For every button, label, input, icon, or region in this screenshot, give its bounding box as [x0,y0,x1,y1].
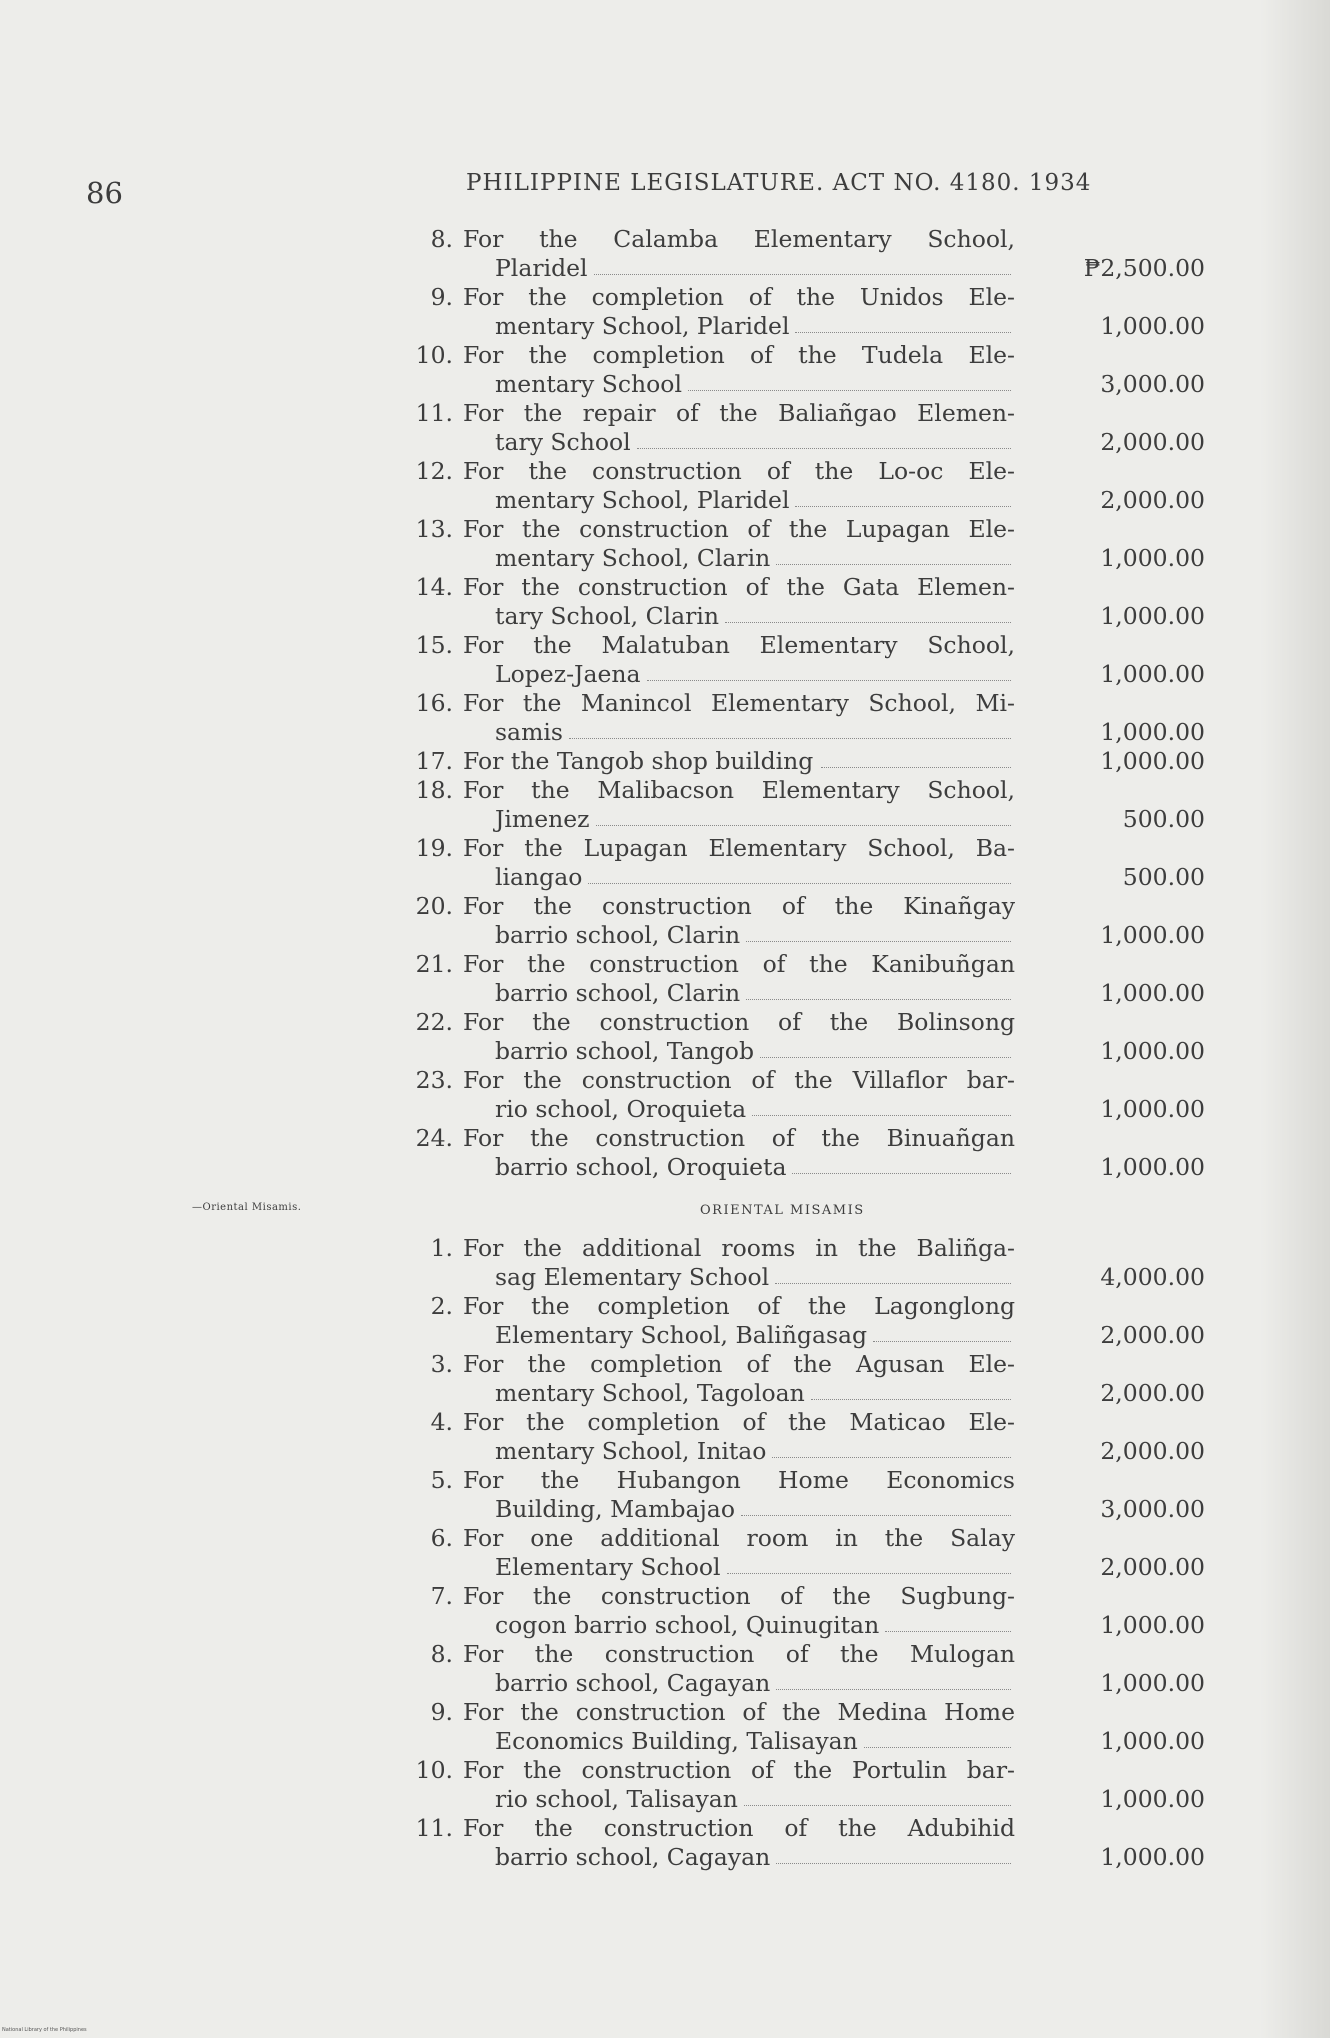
list-item [395,1124,1205,1182]
section-heading: ORIENTAL MISAMIS [700,1203,865,1218]
item-text-continuation: barrio school, Cagayan [495,1669,771,1697]
item-text-line-2 [395,1553,1015,1582]
item-text-line-2 [395,718,1015,747]
item-text-continuation: Plaridel [495,254,588,282]
dot-leader [776,1669,1011,1690]
item-number: 11. [415,399,453,427]
list-item [395,1814,1205,1872]
item-number: 7. [430,1582,453,1610]
item-number: 12. [415,457,453,485]
item-text-line-2 [395,1379,1015,1408]
item-text-line-2 [395,863,1015,892]
dot-leader [744,1785,1011,1806]
item-amount: 1,000.00 [1100,1611,1205,1639]
list-item [395,1698,1205,1756]
item-number: 2. [430,1292,453,1320]
item-number: 19. [415,834,453,862]
item-text-continuation: sag Elementary School [495,1263,770,1291]
item-text-line-1: For the construction of the Bolinsong [463,1008,1015,1036]
item-text-line-2 [395,1495,1015,1524]
item-amount: 1,000.00 [1100,660,1205,688]
dot-leader [864,1727,1011,1748]
item-amount: 1,000.00 [1100,544,1205,572]
item-text-line-2 [395,428,1015,457]
dot-leader [746,921,1011,942]
dot-leader [795,486,1011,507]
item-text-line-1: For the Manincol Elementary School, Mi- [463,689,1015,717]
item-amount: 1,000.00 [1100,1843,1205,1871]
dot-leader [776,1843,1011,1864]
item-number: 20. [415,892,453,920]
item-text-line-1: For the construction of the Sugbung- [463,1582,1015,1610]
item-text-line-1: For the completion of the Lagonglong [463,1292,1015,1320]
item-amount: 2,000.00 [1100,1437,1205,1465]
item-text-line-2 [395,979,1015,1008]
item-number: 1. [430,1234,453,1262]
item-text-continuation: mentary School, Plaridel [495,486,790,514]
item-number: 4. [430,1408,453,1436]
item-text-line-1: For the repair of the Baliañgao Elemen- [463,399,1015,427]
item-amount: 1,000.00 [1100,1037,1205,1065]
item-amount: 2,000.00 [1100,1553,1205,1581]
item-amount: 3,000.00 [1100,1495,1205,1523]
dot-leader [647,660,1011,681]
item-amount: 2,000.00 [1100,428,1205,456]
item-text-line-2 [395,254,1015,283]
item-amount: 2,000.00 [1100,486,1205,514]
item-number: 8. [430,1640,453,1668]
item-text-line-2 [395,312,1015,341]
dot-leader [596,805,1011,826]
dot-leader [741,1495,1011,1516]
item-text-continuation: mentary School, Clarin [495,544,771,572]
item-number: 17. [415,747,453,775]
list-item [395,950,1205,1008]
item-number: 16. [415,689,453,717]
item-text-line-1: For the construction of the Portulin bar- [463,1756,1015,1784]
item-text-continuation: Economics Building, Talisayan [495,1727,858,1755]
list-item [395,515,1205,573]
item-number: 9. [430,1698,453,1726]
item-text-continuation: rio school, Oroquieta [495,1095,747,1123]
item-text-continuation: tary School, Clarin [495,602,719,630]
item-amount: ₱2,500.00 [1083,254,1205,282]
item-amount: 1,000.00 [1100,1669,1205,1697]
item-text-continuation: liangao [495,863,583,891]
item-text-continuation: Elementary School, Baliñgasag [495,1321,868,1349]
margin-note: —Oriental Misamis. [192,1202,302,1213]
dot-leader [746,979,1011,1000]
item-amount: 4,000.00 [1100,1263,1205,1291]
dot-leader [760,1037,1011,1058]
page-edge-shadow [1260,0,1330,2038]
item-text-line-2 [395,1263,1015,1292]
item-text-line-1: For the construction of the Kanibuñgan [463,950,1015,978]
item-text-line-1: For the completion of the Tudela Ele- [463,341,1015,369]
item-text-continuation: barrio school, Tangob [495,1037,754,1065]
item-text-line-2 [395,1153,1015,1182]
appropriation-list-b [395,1234,1205,1872]
dot-leader [795,312,1011,333]
item-number: 10. [415,1756,453,1784]
item-amount: 1,000.00 [1100,921,1205,949]
item-number: 18. [415,776,453,804]
dot-leader [792,1153,1011,1174]
item-text-line-2 [395,921,1015,950]
item-text-line-2 [395,805,1015,834]
item-amount: 500.00 [1122,863,1205,891]
item-text-line-2 [395,1437,1015,1466]
item-text-line-1: For the Hubangon Home Economics [463,1466,1015,1494]
item-text-line-1: For the construction of the Gata Elemen- [463,573,1015,601]
item-number: 23. [415,1066,453,1094]
item-text-continuation: Building, Mambajao [495,1495,735,1523]
item-text-line-1: For the construction of the Medina Home [463,1698,1015,1726]
item-text-continuation: barrio school, Clarin [495,921,741,949]
item-text-continuation: barrio school, Oroquieta [495,1153,787,1181]
item-number: 9. [430,283,453,311]
list-item [395,1524,1205,1582]
item-text-line-1: For the additional rooms in the Baliñga- [463,1234,1015,1262]
dot-leader [594,254,1011,275]
item-number: 24. [415,1124,453,1152]
item-amount: 2,000.00 [1100,1379,1205,1407]
item-amount: 1,000.00 [1100,1785,1205,1813]
item-text-line-2 [395,1095,1015,1124]
item-number: 21. [415,950,453,978]
item-text-line-1: For the construction of the Lo-oc Ele- [463,457,1015,485]
dot-leader [885,1611,1011,1632]
dot-leader [873,1321,1011,1342]
item-text-line-2 [395,1321,1015,1350]
item-text-continuation: mentary School, Tagoloan [495,1379,805,1407]
list-item [395,834,1205,892]
dot-leader [727,1553,1011,1574]
item-amount: 1,000.00 [1100,979,1205,1007]
list-item [395,399,1205,457]
item-text-line-2 [395,544,1015,573]
item-text-continuation: mentary School, Plaridel [495,312,790,340]
item-text-continuation: barrio school, Cagayan [495,1843,771,1871]
item-number: 10. [415,341,453,369]
item-number: 14. [415,573,453,601]
item-text-line-1: For the Malibacson Elementary School, [463,776,1015,804]
list-item [395,1066,1205,1124]
list-item [395,1292,1205,1350]
item-text-line-1: For the construction of the Kinañgay [463,892,1015,920]
list-item [395,457,1205,515]
item-number: 6. [430,1524,453,1552]
item-text-line-1: For the construction of the Binuañgan [463,1124,1015,1152]
dot-leader [776,544,1011,565]
item-number: 22. [415,1008,453,1036]
running-head: PHILIPPINE LEGISLATURE. ACT NO. 4180. 1934 [466,170,1092,196]
list-item [395,1408,1205,1466]
library-footer: National Library of the Philippines [2,2027,87,2033]
dot-leader [569,718,1011,739]
dot-leader [821,747,1011,768]
item-text-line-1: For the completion of the Unidos Ele- [463,283,1015,311]
dot-leader [637,428,1011,449]
item-amount: 2,000.00 [1100,1321,1205,1349]
item-text: For the Tangob shop building [463,747,814,775]
item-text-continuation: Lopez-Jaena [495,660,641,688]
item-text-line-2 [395,1669,1015,1698]
item-text-line-2 [395,486,1015,515]
item-text-line-1: For the construction of the Lupagan Ele- [463,515,1015,543]
list-item [395,689,1205,747]
item-text-line-1: For the completion of the Agusan Ele- [463,1350,1015,1378]
item-text-line-1: For the construction of the Mulogan [463,1640,1015,1668]
list-item [395,573,1205,631]
item-text-line-1: For the Lupagan Elementary School, Ba- [463,834,1015,862]
list-item [395,225,1205,283]
item-text-line-1: For the construction of the Villaflor bar- [463,1066,1015,1094]
dot-leader [775,1263,1011,1284]
item-text-continuation: barrio school, Clarin [495,979,741,1007]
item-amount: 1,000.00 [1100,718,1205,746]
item-text-line-2 [395,370,1015,399]
item-amount: 1,000.00 [1100,1095,1205,1123]
dot-leader [752,1095,1011,1116]
list-item [395,631,1205,689]
item-text-continuation: samis [495,718,563,746]
item-text-line-1: For the construction of the Adubihid [463,1814,1015,1842]
item-amount: 1,000.00 [1100,312,1205,340]
dot-leader [772,1437,1011,1458]
list-item [395,747,1205,776]
item-text-continuation: Jimenez [495,805,590,833]
item-amount: 3,000.00 [1100,370,1205,398]
item-number: 13. [415,515,453,543]
item-number: 3. [430,1350,453,1378]
list-item [395,1640,1205,1698]
item-number: 15. [415,631,453,659]
item-text-continuation: Elementary School [495,1553,721,1581]
item-number: 11. [415,1814,453,1842]
dot-leader [811,1379,1011,1400]
dot-leader [588,863,1011,884]
item-text-line-1: For one additional room in the Salay [463,1524,1015,1552]
list-item [395,1350,1205,1408]
item-text-line-1: For the Malatuban Elementary School, [463,631,1015,659]
item-amount: 1,000.00 [1100,602,1205,630]
item-text-line-1: For the completion of the Maticao Ele- [463,1408,1015,1436]
item-text-line-2 [395,602,1015,631]
item-text-line-2 [395,1037,1015,1066]
item-text-line-2 [395,1611,1015,1640]
item-text-continuation: rio school, Talisayan [495,1785,738,1813]
appropriation-list-a [395,225,1205,1182]
list-item [395,892,1205,950]
list-item [395,1234,1205,1292]
item-text-continuation: mentary School, Initao [495,1437,767,1465]
item-text-line-2 [395,1727,1015,1756]
page-number: 86 [86,176,123,210]
item-text-line-1 [395,747,1015,776]
dot-leader [725,602,1011,623]
list-item [395,1466,1205,1524]
item-text-line-2 [395,660,1015,689]
item-text-line-2 [395,1843,1015,1872]
item-text-continuation: cogon barrio school, Quinugitan [495,1611,880,1639]
item-text-line-2 [395,1785,1015,1814]
list-item [395,776,1205,834]
item-text-continuation: mentary School [495,370,682,398]
item-amount: 1,000.00 [1100,747,1205,775]
item-text-line-1: For the Calamba Elementary School, [463,225,1015,253]
item-text-continuation: tary School [495,428,631,456]
item-number: 8. [430,225,453,253]
list-item [395,1582,1205,1640]
list-item [395,283,1205,341]
list-item [395,1756,1205,1814]
list-item [395,341,1205,399]
item-amount: 1,000.00 [1100,1153,1205,1181]
item-amount: 1,000.00 [1100,1727,1205,1755]
item-number: 5. [430,1466,453,1494]
item-amount: 500.00 [1122,805,1205,833]
dot-leader [688,370,1011,391]
list-item [395,1008,1205,1066]
